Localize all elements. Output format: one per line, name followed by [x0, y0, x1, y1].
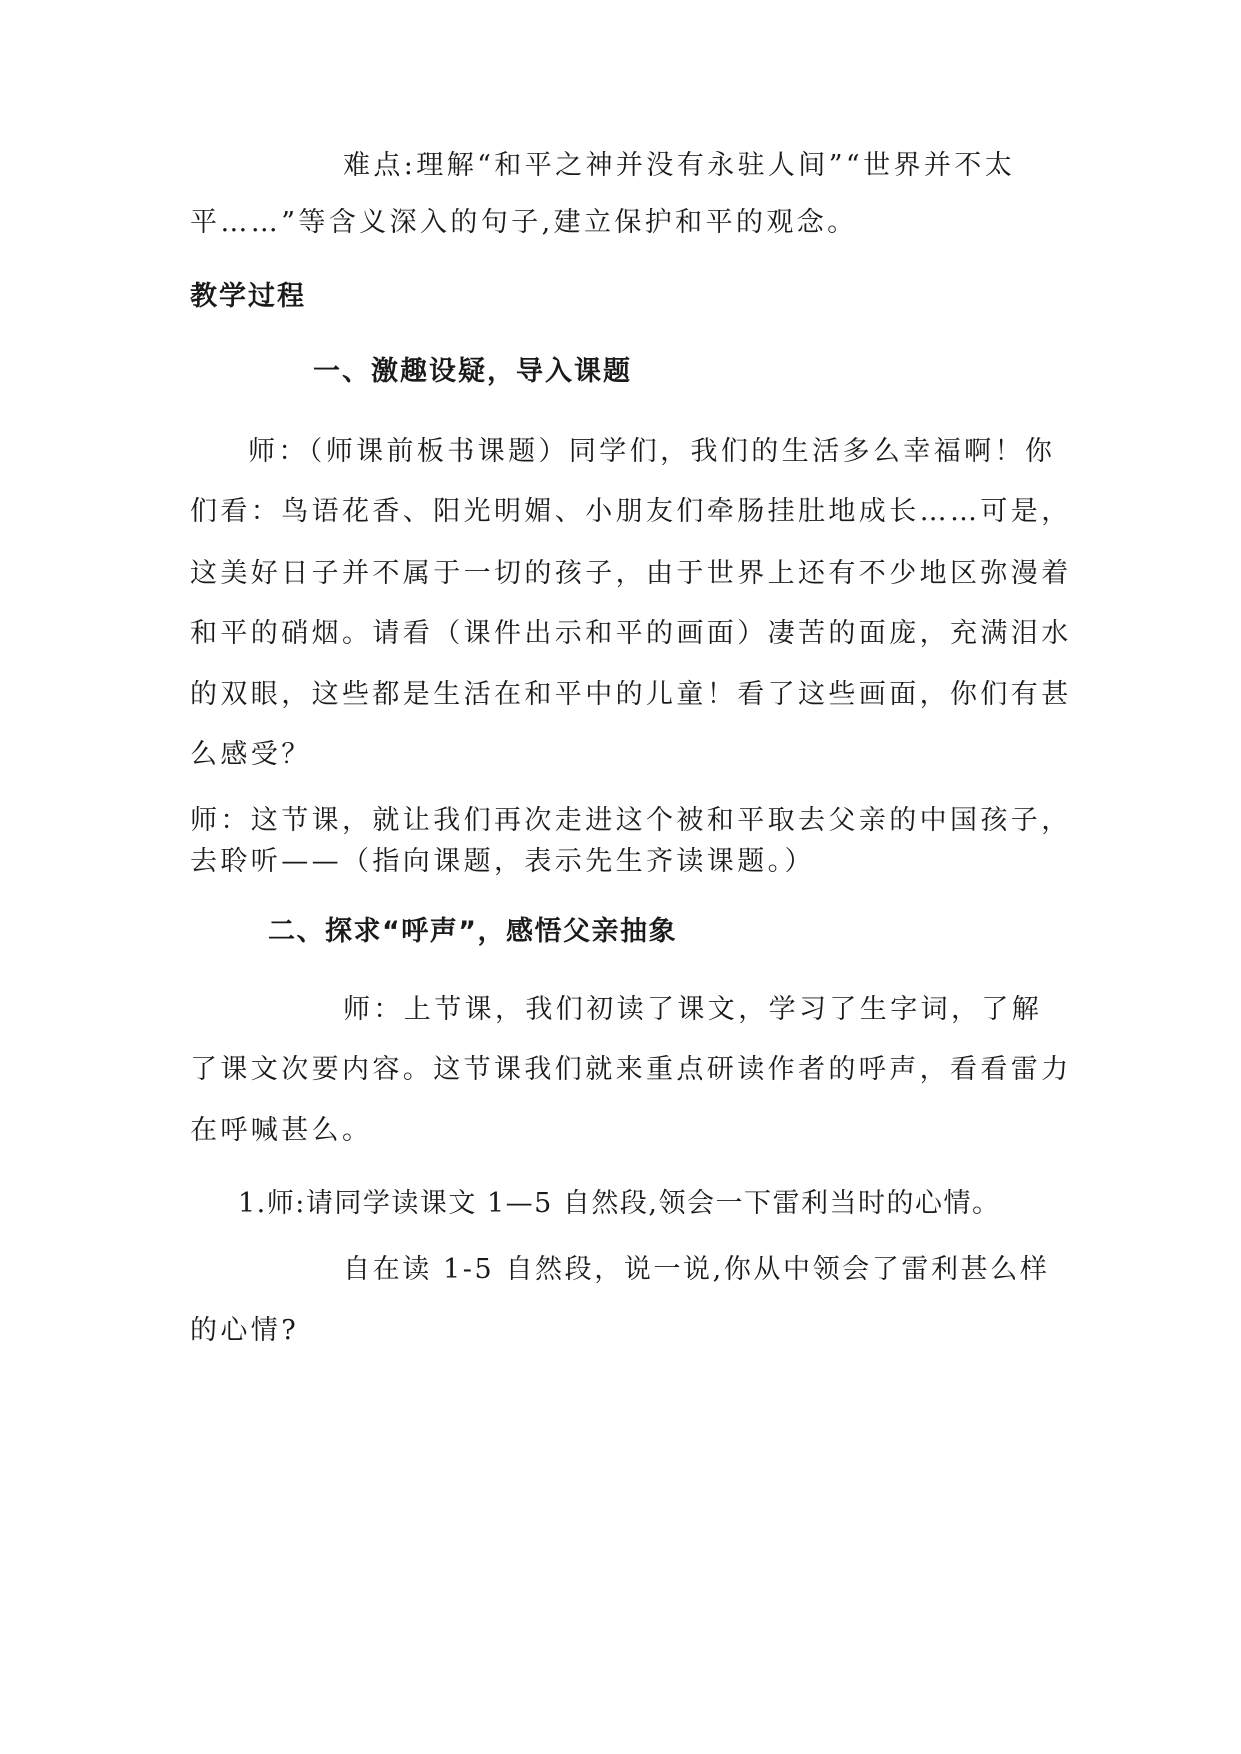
section2-heading: 二、探求“呼声”，感悟父亲抽象	[268, 916, 677, 947]
section2-para1-line: 了课文次要内容。这节课我们就来重点研读作者的呼声，看看雷力	[190, 1054, 1072, 1085]
section1-para2-line: 去聆听——（指向课题，表示先生齐读课题。）	[190, 846, 815, 877]
teaching-process-heading: 教学过程	[190, 281, 306, 312]
difficulty-line-2: 平……”等含义深入的句子,建立保护和平的观念。	[190, 207, 858, 238]
section1-para1-line: 的双眼，这些都是生活在和平中的儿童！看了这些画面，你们有甚	[190, 679, 1072, 710]
section1-para1-line: 师：（师课前板书课题）同学们，我们的生活多么幸福啊！你	[248, 436, 1056, 467]
section1-para1-line: 们看：鸟语花香、阳光明媚、小朋友们牵肠挂肚地成长……可是，	[190, 496, 1072, 527]
difficulty-line-1: 难点:理解“和平之神并没有永驻人间”“世界并不太	[343, 150, 1016, 181]
section2-para2-line: 的心情?	[190, 1315, 300, 1346]
section1-para2-line: 师：这节课，就让我们再次走进这个被和平取去父亲的中国孩子，	[190, 805, 1072, 836]
section2-para2-line: 自在读 1-5 自然段，说一说,你从中领会了雷利甚么样	[343, 1254, 1050, 1285]
section1-para1-line: 么感受？	[190, 739, 312, 770]
section1-heading: 一、激趣设疑，导入课题	[313, 356, 632, 387]
section2-para1-line: 师：上节课，我们初读了课文，学习了生字词，了解	[343, 994, 1043, 1025]
section1-para1-line: 和平的硝烟。请看（课件出示和平的画面）凄苦的面庞，充满泪水	[190, 618, 1072, 649]
section2-para1-line: 在呼喊甚么。	[190, 1115, 373, 1146]
section1-para1-line: 这美好日子并不属于一切的孩子，由于世界上还有不少地区弥漫着	[190, 558, 1072, 589]
section2-item-1: 1.师:请同学读课文 1—5 自然段,领会一下雷利当时的心情。	[238, 1188, 1001, 1219]
